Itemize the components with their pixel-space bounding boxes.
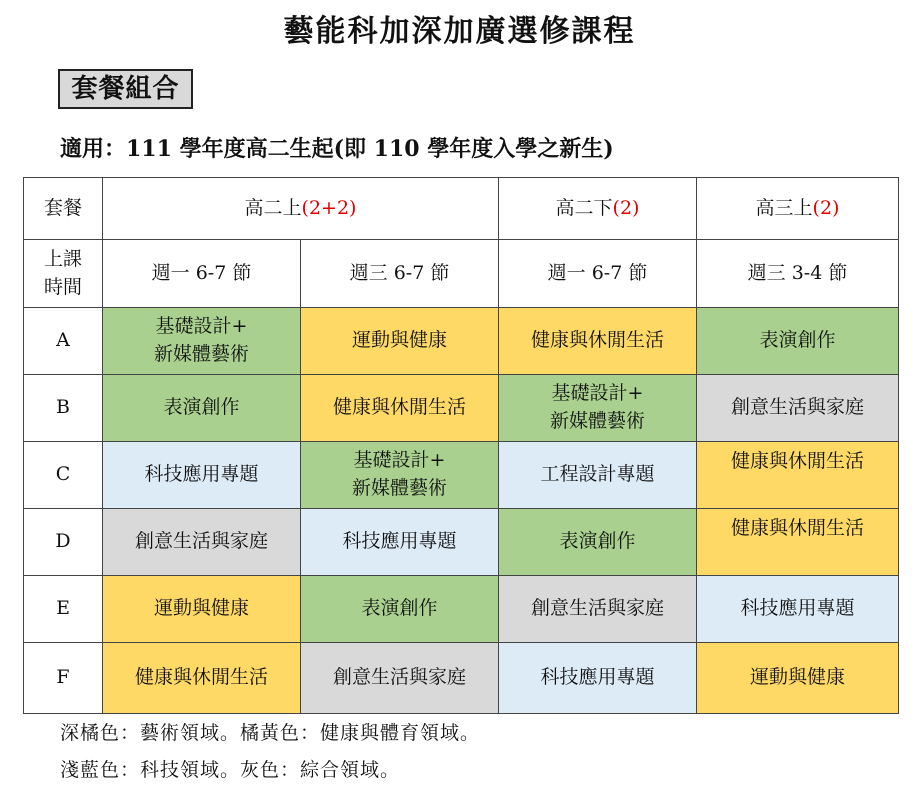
time-cell: 週一 6-7 節	[103, 240, 301, 308]
course-cell: 表演創作	[697, 308, 899, 375]
header-grade3-first: 高三上(2)	[697, 178, 899, 240]
course-cell: 表演創作	[103, 375, 301, 442]
course-cell: 健康與休閒生活	[499, 308, 697, 375]
header-grade2-first: 高二上(2+2)	[103, 178, 499, 240]
course-cell: 健康與休閒生活	[697, 509, 899, 576]
table-row	[24, 442, 899, 509]
package-combination-label: 套餐組合	[58, 69, 193, 109]
header-class-time: 上課 時間	[24, 240, 103, 308]
legend-line-2: 淺藍色：科技領域。灰色：綜合領域。	[60, 759, 401, 781]
header-package: 套餐	[24, 178, 103, 240]
course-cell: 表演創作	[301, 576, 499, 643]
course-cell: 運動與健康	[301, 308, 499, 375]
course-cell: 基礎設計+ 新媒體藝術	[499, 375, 697, 442]
course-cell: 科技應用專題	[499, 643, 697, 714]
package-id: C	[24, 442, 103, 509]
course-cell: 科技應用專題	[103, 442, 301, 509]
table-row	[24, 509, 899, 576]
table-row	[24, 643, 899, 714]
course-cell: 創意生活與家庭	[697, 375, 899, 442]
course-cell: 科技應用專題	[301, 509, 499, 576]
applicability-note: 適用：111 學年度高二生起(即 110 學年度入學之新生)	[60, 136, 614, 162]
table-row	[24, 308, 899, 375]
course-cell: 基礎設計+ 新媒體藝術	[103, 308, 301, 375]
course-cell: 運動與健康	[103, 576, 301, 643]
course-cell: 表演創作	[499, 509, 697, 576]
header-grade2-second: 高二下(2)	[499, 178, 697, 240]
page-title: 藝能科加深加廣選修課程	[283, 14, 636, 49]
course-cell: 創意生活與家庭	[499, 576, 697, 643]
course-package-table	[23, 177, 899, 714]
table-header-row	[24, 178, 899, 240]
legend-line-1: 深橘色：藝術領域。橘黃色：健康與體育領域。	[60, 722, 481, 744]
course-cell: 基礎設計+ 新媒體藝術	[301, 442, 499, 509]
course-cell: 創意生活與家庭	[103, 509, 301, 576]
package-id: F	[24, 643, 103, 714]
table-row	[24, 576, 899, 643]
course-cell: 健康與休閒生活	[103, 643, 301, 714]
package-id: B	[24, 375, 103, 442]
course-cell: 健康與休閒生活	[301, 375, 499, 442]
time-cell: 週一 6-7 節	[499, 240, 697, 308]
table-time-row	[24, 240, 899, 308]
course-cell: 創意生活與家庭	[301, 643, 499, 714]
course-cell: 科技應用專題	[697, 576, 899, 643]
package-id: A	[24, 308, 103, 375]
course-cell: 運動與健康	[697, 643, 899, 714]
time-cell: 週三 6-7 節	[301, 240, 499, 308]
time-cell: 週三 3-4 節	[697, 240, 899, 308]
package-id: E	[24, 576, 103, 643]
course-cell: 工程設計專題	[499, 442, 697, 509]
course-cell: 健康與休閒生活	[697, 442, 899, 509]
package-id: D	[24, 509, 103, 576]
table-row	[24, 375, 899, 442]
